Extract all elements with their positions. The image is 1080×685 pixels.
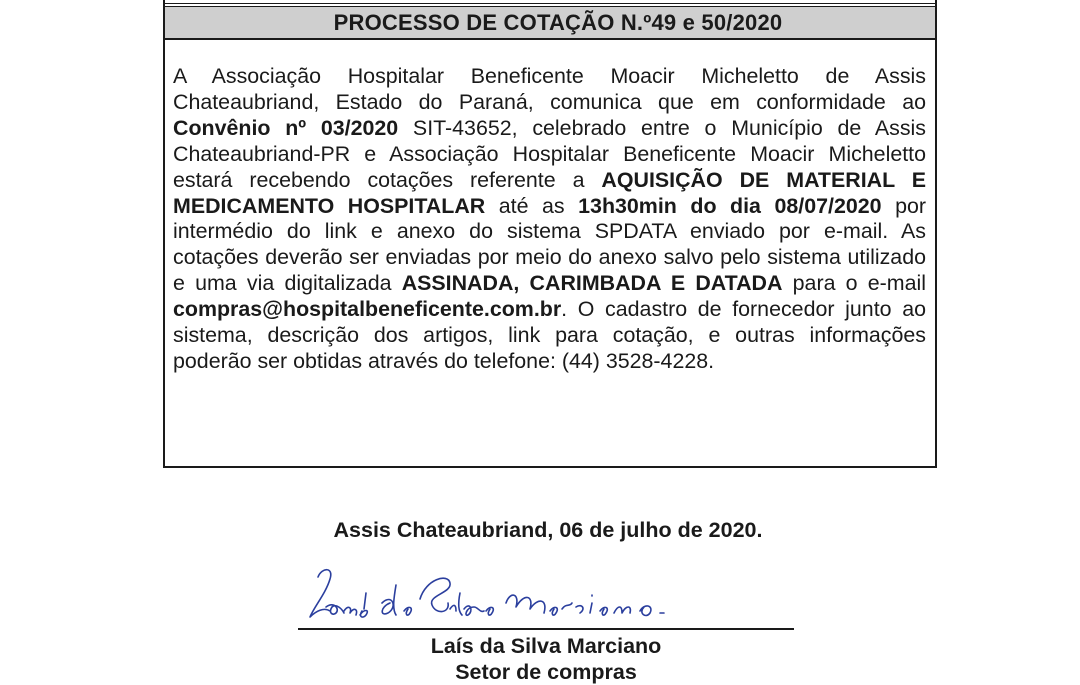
signing-requirement: ASSINADA, CARIMBADA E DATADA bbox=[401, 271, 783, 296]
body-text-4: por intermédio do link e anexo do sistema SPDATA enviado por e-mail. As cotações deverão ser enviadas por meio do anexo salvo pelo sistema utilizado e uma via digitalizada bbox=[173, 193, 926, 296]
signer-department-text: Setor de compras bbox=[455, 660, 637, 684]
body-text-2: SIT-43652, celebrado entre o Município de Assis Chateaubriand-PR e Associação Hospitalar Beneficente Moacir Micheletto estará recebendo cotações referente a bbox=[173, 115, 926, 192]
notice-body bbox=[173, 64, 926, 375]
signature-line bbox=[298, 628, 794, 630]
body-text-5: para o e-mail bbox=[782, 271, 927, 296]
signer-department bbox=[0, 660, 1080, 685]
handwritten-signature bbox=[300, 563, 680, 627]
body-text-3: até as bbox=[485, 193, 579, 218]
convenio-number: Convênio nº 03/2020 bbox=[173, 115, 399, 140]
header-bar bbox=[165, 6, 935, 40]
contact-email: compras@hospitalbeneficente.com.br bbox=[173, 297, 562, 322]
body-text-6: . O cadastro de fornecedor junto ao sistema, descrição dos artigos, link para cotação, e outras informações poderão ser obtidas através do telefone: (44) 3528-4228. bbox=[173, 297, 926, 373]
body-text-1: A Associação Hospitalar Beneficente Moacir Micheletto de Assis Chateaubriand, Estado do Paraná, comunica que em conformidade ao bbox=[173, 64, 926, 114]
place-date bbox=[0, 518, 1080, 543]
top-rule bbox=[163, 0, 937, 4]
signer-name bbox=[0, 634, 1080, 659]
place-date-text: Assis Chateaubriand, 06 de julho de 2020. bbox=[333, 518, 763, 542]
deadline: 13h30min do dia 08/07/2020 bbox=[578, 193, 882, 218]
notice-title: PROCESSO DE COTAÇÃO N.º49 e 50/2020 bbox=[333, 9, 783, 35]
signer-name-text: Laís da Silva Marciano bbox=[430, 634, 662, 658]
acquisition-subject: AQUISIÇÃO DE MATERIAL E MEDICAMENTO HOSPITALAR bbox=[173, 167, 927, 218]
